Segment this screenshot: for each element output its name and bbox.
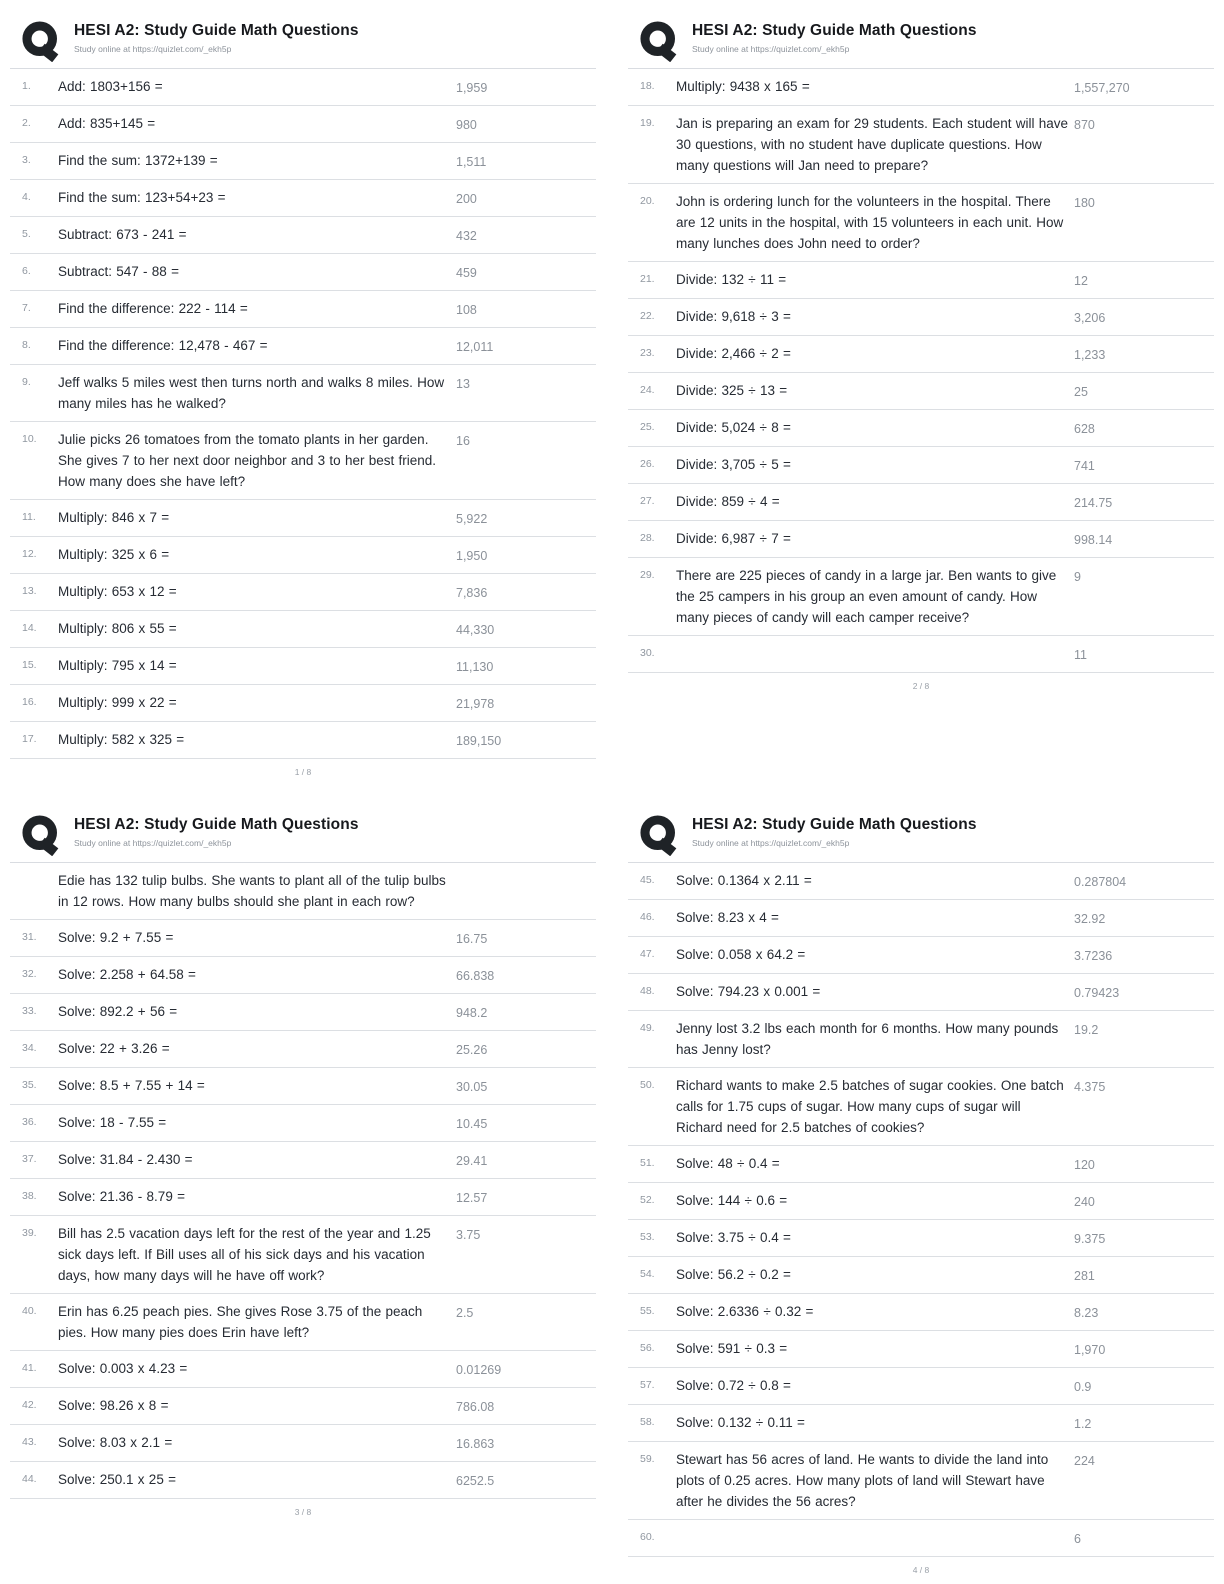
question-text: Solve: 8.5 + 7.55 + 14 = [58, 1078, 205, 1093]
answer-text: 12 [1074, 274, 1088, 288]
answer-text: 432 [456, 229, 477, 243]
question-row [10, 920, 596, 957]
question-text: Solve: 0.72 ÷ 0.8 = [676, 1378, 791, 1393]
question-row [10, 611, 596, 648]
question-number: 24. [640, 384, 655, 396]
question-number: 33. [22, 1005, 37, 1017]
question-text: Add: 1803+156 = [58, 79, 163, 94]
question-text: Divide: 132 ÷ 11 = [676, 272, 787, 287]
answer-text: 4.375 [1074, 1080, 1106, 1094]
question-number: 2. [22, 117, 31, 129]
question-row [628, 1368, 1214, 1405]
document-page-1 [10, 12, 596, 781]
question-text: Find the sum: 123+54+23 = [58, 190, 226, 205]
question-number: 42. [22, 1399, 37, 1411]
answer-text: 1,557,270 [1074, 81, 1130, 95]
question-row [10, 180, 596, 217]
question-row [628, 262, 1214, 299]
answer-text: 13 [456, 377, 470, 391]
question-number: 54. [640, 1268, 655, 1280]
answer-text: 1,233 [1074, 348, 1106, 362]
question-number: 41. [22, 1362, 37, 1374]
question-row [628, 1294, 1214, 1331]
answer-text: 224 [1074, 1454, 1095, 1468]
question-text: Subtract: 673 - 241 = [58, 227, 187, 242]
question-text: Subtract: 547 - 88 = [58, 264, 179, 279]
question-row [10, 994, 596, 1031]
question-row [628, 1011, 1214, 1068]
answer-text: 21,978 [456, 697, 495, 711]
question-text: Richard wants to make 2.5 batches of sugar cookies. One batch calls for 1.75 cups of sugar. How many cups of sugar will Richard need for 2.5 batches of cookies? [676, 1078, 1064, 1135]
question-text: Multiply: 999 x 22 = [58, 695, 177, 710]
question-number: 57. [640, 1379, 655, 1391]
question-row [10, 291, 596, 328]
answer-text: 240 [1074, 1195, 1095, 1209]
question-number: 1. [22, 80, 31, 92]
answer-text: 741 [1074, 459, 1095, 473]
question-row [628, 69, 1214, 106]
answer-text: 0.79423 [1074, 986, 1120, 1000]
study-online-link: Study online at https://quizlet.com/_ekh5p [74, 838, 232, 848]
question-row [10, 1068, 596, 1105]
answer-text: 8.23 [1074, 1306, 1099, 1320]
question-number: 17. [22, 733, 37, 745]
question-text: Solve: 22 + 3.26 = [58, 1041, 170, 1056]
quizlet-logo-icon [640, 20, 680, 62]
answer-text: 25 [1074, 385, 1088, 399]
question-text: There are 225 pieces of candy in a large jar. Ben wants to give the 25 campers in his group an even amount of candy. How many pieces of candy will each camper receive? [676, 568, 1057, 625]
question-text: Solve: 250.1 x 25 = [58, 1472, 176, 1487]
question-text: Add: 835+145 = [58, 116, 156, 131]
answer-text: 108 [456, 303, 477, 317]
answer-text [456, 870, 596, 872]
answer-text: 3,206 [1074, 311, 1106, 325]
question-list [628, 863, 1214, 1557]
question-row [628, 1331, 1214, 1368]
page-number: 4 / 8 [912, 1565, 930, 1575]
question-list [10, 863, 596, 1499]
answer-text: 5,922 [456, 512, 488, 526]
question-row [10, 1294, 596, 1351]
question-number: 55. [640, 1305, 655, 1317]
set-title: HESI A2: Study Guide Math Questions [74, 816, 359, 833]
answer-text: 214.75 [1074, 496, 1113, 510]
question-row [10, 685, 596, 722]
answer-text: 2.5 [456, 1306, 474, 1320]
answer-text: 11 [1074, 648, 1087, 662]
question-text: Solve: 0.1364 x 2.11 = [676, 873, 812, 888]
question-row [10, 1031, 596, 1068]
question-number: 47. [640, 948, 655, 960]
answer-text: 120 [1074, 1158, 1095, 1172]
question-number: 48. [640, 985, 655, 997]
question-row [628, 299, 1214, 336]
question-text: Find the difference: 222 - 114 = [58, 301, 248, 316]
answer-text: 9.375 [1074, 1232, 1106, 1246]
answer-text: 16.863 [456, 1437, 495, 1451]
question-text: Solve: 21.36 - 8.79 = [58, 1189, 185, 1204]
question-row [628, 106, 1214, 184]
answer-text: 3.75 [456, 1228, 481, 1242]
question-text: Divide: 5,024 ÷ 8 = [676, 420, 791, 435]
answer-text: 1.2 [1074, 1417, 1092, 1431]
answer-text: 1,950 [456, 549, 488, 563]
question-text: Bill has 2.5 vacation days left for the rest of the year and 1.25 sick days left. If Bill uses all of his sick days and his vacation days, how many days will he have off work? [58, 1226, 431, 1283]
question-row [628, 1220, 1214, 1257]
answer-text: 12.57 [456, 1191, 488, 1205]
answer-text: 628 [1074, 422, 1095, 436]
question-row [10, 1425, 596, 1462]
question-row [10, 574, 596, 611]
answer-text: 16 [456, 434, 470, 448]
question-row [628, 336, 1214, 373]
question-number: 49. [640, 1022, 655, 1034]
answer-text: 7,836 [456, 586, 488, 600]
question-number: 20. [640, 195, 655, 207]
question-text: Multiply: 9438 x 165 = [676, 79, 810, 94]
question-row [10, 1216, 596, 1294]
question-list [10, 69, 596, 759]
answer-text: 1,511 [456, 155, 487, 169]
answer-text: 11,130 [456, 660, 494, 674]
question-text: Multiply: 795 x 14 = [58, 658, 177, 673]
question-row [628, 937, 1214, 974]
question-number: 51. [640, 1157, 655, 1169]
question-text: Edie has 132 tulip bulbs. She wants to plant all of the tulip bulbs in 12 rows. How many bulbs should she plant in each row? [58, 873, 446, 909]
question-text: Erin has 6.25 peach pies. She gives Rose 3.75 of the peach pies. How many pies does Erin have left? [58, 1304, 423, 1340]
question-number: 11. [22, 511, 36, 523]
answer-text: 0.287804 [1074, 875, 1127, 889]
document-page-2 [628, 12, 1214, 695]
question-row [628, 484, 1214, 521]
study-online-link: Study online at https://quizlet.com/_ekh5p [692, 44, 850, 54]
answer-text: 459 [456, 266, 477, 280]
question-number: 28. [640, 532, 655, 544]
answer-text: 180 [1074, 196, 1095, 210]
question-row [628, 1068, 1214, 1146]
question-row [628, 1405, 1214, 1442]
question-row [628, 184, 1214, 262]
answer-text: 998.14 [1074, 533, 1113, 547]
question-number: 13. [22, 585, 37, 597]
question-number: 8. [22, 339, 31, 351]
question-row [628, 373, 1214, 410]
question-number: 45. [640, 874, 655, 886]
question-row [10, 106, 596, 143]
question-row [10, 500, 596, 537]
question-number: 32. [22, 968, 37, 980]
document-page-3 [10, 806, 596, 1521]
page-number: 1 / 8 [294, 767, 312, 777]
question-row [628, 410, 1214, 447]
page-number: 2 / 8 [912, 681, 930, 691]
question-text: Solve: 2.258 + 64.58 = [58, 967, 196, 982]
question-text: Solve: 892.2 + 56 = [58, 1004, 178, 1019]
question-number: 22. [640, 310, 655, 322]
question-text: Stewart has 56 acres of land. He wants to divide the land into plots of 0.25 acres. How many plots of land will Stewart have after he divides the 56 acres? [676, 1452, 1049, 1509]
study-online-link: Study online at https://quizlet.com/_ekh5p [692, 838, 850, 848]
question-text: John is ordering lunch for the volunteers in the hospital. There are 12 units in the hospital, with 15 volunteers in each unit. How many lunches does John need to order? [676, 194, 1064, 251]
question-number: 36. [22, 1116, 37, 1128]
answer-text: 29.41 [456, 1154, 488, 1168]
question-text: Solve: 3.75 ÷ 0.4 = [676, 1230, 791, 1245]
answer-text: 16.75 [456, 932, 488, 946]
question-row [628, 863, 1214, 900]
question-number: 26. [640, 458, 655, 470]
answer-text: 948.2 [456, 1006, 488, 1020]
question-text: Solve: 2.6336 ÷ 0.32 = [676, 1304, 814, 1319]
question-number: 3. [22, 154, 31, 166]
question-row [10, 648, 596, 685]
question-text: Solve: 144 ÷ 0.6 = [676, 1193, 788, 1208]
set-title: HESI A2: Study Guide Math Questions [692, 816, 977, 833]
question-number: 58. [640, 1416, 655, 1428]
question-row [628, 900, 1214, 937]
answer-text: 200 [456, 192, 477, 206]
question-row [10, 254, 596, 291]
question-number: 44. [22, 1473, 37, 1485]
question-number: 9. [22, 376, 31, 388]
question-row [628, 447, 1214, 484]
question-number: 43. [22, 1436, 37, 1448]
question-text: Solve: 48 ÷ 0.4 = [676, 1156, 780, 1171]
question-number: 5. [22, 228, 31, 240]
question-row [10, 1105, 596, 1142]
question-row [10, 537, 596, 574]
question-text: Multiply: 806 x 55 = [58, 621, 177, 636]
question-text: Solve: 0.058 x 64.2 = [676, 947, 806, 962]
question-text: Divide: 6,987 ÷ 7 = [676, 531, 791, 546]
question-number [10, 870, 58, 874]
question-row [10, 957, 596, 994]
question-number: 6. [22, 265, 31, 277]
question-text: Solve: 56.2 ÷ 0.2 = [676, 1267, 791, 1282]
question-number: 19. [640, 117, 655, 129]
question-text: Solve: 9.2 + 7.55 = [58, 930, 174, 945]
question-number: 50. [640, 1079, 655, 1091]
study-online-link: Study online at https://quizlet.com/_ekh5p [74, 44, 232, 54]
answer-text: 44,330 [456, 623, 495, 637]
question-text: Solve: 0.132 ÷ 0.11 = [676, 1415, 805, 1430]
quizlet-logo-icon [640, 814, 680, 856]
answer-text: 9 [1074, 570, 1081, 584]
question-number: 59. [640, 1453, 655, 1465]
question-text: Find the difference: 12,478 - 467 = [58, 338, 268, 353]
question-number: 37. [22, 1153, 37, 1165]
answer-text: 3.7236 [1074, 949, 1113, 963]
question-row [10, 143, 596, 180]
page-header [10, 12, 596, 69]
answer-text: 0.9 [1074, 1380, 1092, 1394]
answer-text: 6252.5 [456, 1474, 495, 1488]
answer-text: 1,970 [1074, 1343, 1106, 1357]
question-number: 14. [22, 622, 37, 634]
answer-text: 10.45 [456, 1117, 488, 1131]
question-number: 12. [22, 548, 37, 560]
answer-text: 32.92 [1074, 912, 1106, 926]
question-number: 16. [22, 696, 37, 708]
question-number: 10. [22, 433, 37, 445]
question-row [628, 1146, 1214, 1183]
question-number: 27. [640, 495, 655, 507]
question-row [628, 521, 1214, 558]
answer-text: 786.08 [456, 1400, 495, 1414]
question-number: 60. [640, 1531, 655, 1543]
question-row [10, 1351, 596, 1388]
answer-text: 1,959 [456, 81, 488, 95]
question-number: 35. [22, 1079, 37, 1091]
page-number: 3 / 8 [294, 1507, 312, 1517]
answer-text: 12,011 [456, 340, 494, 354]
question-row [10, 1179, 596, 1216]
question-number: 25. [640, 421, 655, 433]
question-text: Divide: 3,705 ÷ 5 = [676, 457, 791, 472]
answer-text: 25.26 [456, 1043, 488, 1057]
question-number: 39. [22, 1227, 37, 1239]
question-text: Find the sum: 1372+139 = [58, 153, 218, 168]
answer-text: 6 [1074, 1532, 1081, 1546]
question-text: Divide: 2,466 ÷ 2 = [676, 346, 791, 361]
question-text: Multiply: 653 x 12 = [58, 584, 177, 599]
question-number: 31. [22, 931, 37, 943]
question-text: Julie picks 26 tomatoes from the tomato plants in her garden. She gives 7 to her next door neighbor and 3 to her best friend. How many does she have left? [58, 432, 436, 489]
question-number: 46. [640, 911, 655, 923]
question-row [10, 422, 596, 500]
question-number: 34. [22, 1042, 37, 1054]
question-text: Solve: 98.26 x 8 = [58, 1398, 169, 1413]
question-row [628, 636, 1214, 673]
question-text: Multiply: 846 x 7 = [58, 510, 170, 525]
question-number: 56. [640, 1342, 655, 1354]
question-row [10, 328, 596, 365]
question-text: Solve: 18 - 7.55 = [58, 1115, 167, 1130]
question-text: Jan is preparing an exam for 29 students. Each student will have 30 questions, with no student have duplicate questions. How many questions will Jan need to prepare? [676, 116, 1068, 173]
question-text: Solve: 794.23 x 0.001 = [676, 984, 821, 999]
question-text: Multiply: 325 x 6 = [58, 547, 170, 562]
answer-text: 66.838 [456, 969, 495, 983]
question-number: 40. [22, 1305, 37, 1317]
quizlet-logo-icon [22, 814, 62, 856]
question-row [10, 1142, 596, 1179]
question-number: 38. [22, 1190, 37, 1202]
question-list [628, 69, 1214, 673]
question-text: Multiply: 582 x 325 = [58, 732, 185, 747]
question-row [628, 1183, 1214, 1220]
question-text: Solve: 8.03 x 2.1 = [58, 1435, 173, 1450]
question-text: Divide: 325 ÷ 13 = [676, 383, 788, 398]
question-row [10, 1462, 596, 1499]
question-number: 15. [22, 659, 37, 671]
question-text: Solve: 0.003 x 4.23 = [58, 1361, 188, 1376]
document-page-4 [628, 806, 1214, 1579]
question-number: 4. [22, 191, 31, 203]
question-row [628, 558, 1214, 636]
question-number: 18. [640, 80, 655, 92]
set-title: HESI A2: Study Guide Math Questions [692, 22, 977, 39]
answer-text: 189,150 [456, 734, 502, 748]
question-row [10, 863, 596, 920]
answer-text: 870 [1074, 118, 1095, 132]
page-header [628, 12, 1214, 69]
question-number: 52. [640, 1194, 655, 1206]
page-header [10, 806, 596, 863]
question-text: Divide: 9,618 ÷ 3 = [676, 309, 791, 324]
page-header [628, 806, 1214, 863]
answer-text: 281 [1074, 1269, 1095, 1283]
set-title: HESI A2: Study Guide Math Questions [74, 22, 359, 39]
question-number: 21. [640, 273, 655, 285]
quizlet-logo-icon [22, 20, 62, 62]
question-number: 7. [22, 302, 31, 314]
question-row [628, 974, 1214, 1011]
question-row [628, 1520, 1214, 1557]
question-row [10, 365, 596, 422]
question-row [10, 1388, 596, 1425]
question-text: Solve: 591 ÷ 0.3 = [676, 1341, 788, 1356]
question-number: 30. [640, 647, 655, 659]
question-text: Jenny lost 3.2 lbs each month for 6 months. How many pounds has Jenny lost? [676, 1021, 1059, 1057]
question-row [628, 1442, 1214, 1520]
question-text: Solve: 31.84 - 2.430 = [58, 1152, 193, 1167]
answer-text: 19.2 [1074, 1023, 1099, 1037]
question-row [10, 217, 596, 254]
question-number: 29. [640, 569, 655, 581]
question-row [628, 1257, 1214, 1294]
question-text: Jeff walks 5 miles west then turns north and walks 8 miles. How many miles has he walked? [58, 375, 445, 411]
answer-text: 0.01269 [456, 1363, 502, 1377]
question-text: Divide: 859 ÷ 4 = [676, 494, 780, 509]
question-text: Solve: 8.23 x 4 = [676, 910, 779, 925]
question-number: 23. [640, 347, 655, 359]
answer-text: 30.05 [456, 1080, 488, 1094]
question-row [10, 722, 596, 759]
answer-text: 980 [456, 118, 477, 132]
question-number: 53. [640, 1231, 655, 1243]
question-row [10, 69, 596, 106]
